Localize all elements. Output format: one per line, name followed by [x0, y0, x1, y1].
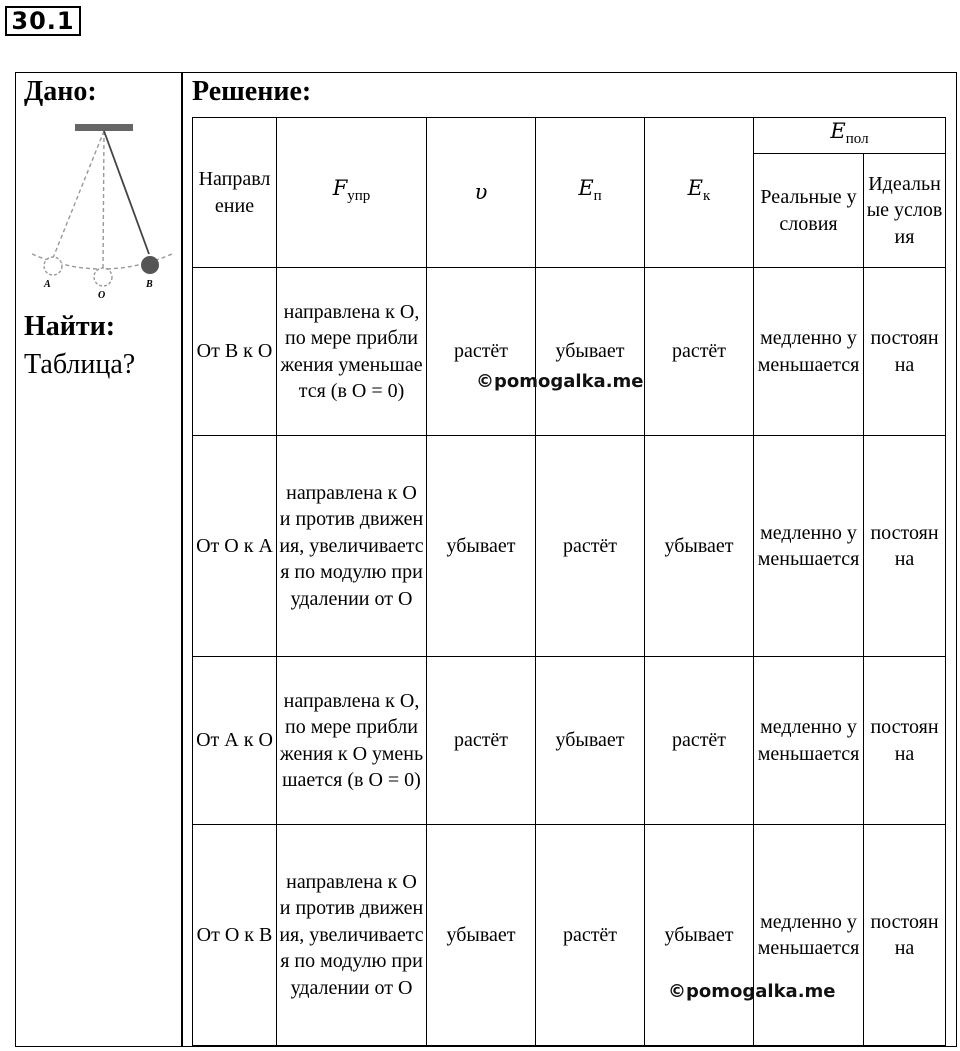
cell-velocity: убывает	[427, 436, 536, 657]
cell-real: медленно уменьшается	[754, 436, 864, 657]
cell-force: направлена к О, по мере приближения уменьшается (в О = 0)	[277, 268, 427, 436]
cell-real: медленно уменьшается	[754, 825, 864, 1046]
ball-position-b	[141, 256, 159, 274]
solution-table	[192, 117, 946, 1046]
cell-ideal: постоянна	[864, 268, 946, 436]
header-kinetic-energy: $E_к$	[645, 118, 754, 268]
table-header-row	[193, 118, 946, 154]
table-row	[193, 268, 946, 436]
cell-force: направлена к О и против движения, увеличивается по модулю при удалении от О	[277, 436, 427, 657]
ball-position-o	[94, 268, 112, 286]
cell-ideal: постоянна	[864, 825, 946, 1046]
header-real-conditions: Реальные условия	[754, 154, 864, 268]
problem-number: 30.1	[5, 6, 81, 36]
watermark: ©pomogalka.me	[476, 371, 644, 392]
string-center	[103, 131, 104, 269]
cell-real: медленно уменьшается	[754, 268, 864, 436]
point-label-a: A	[44, 279, 51, 290]
cell-potential: растёт	[536, 436, 645, 657]
cell-velocity: растёт	[427, 657, 536, 825]
cell-velocity: убывает	[427, 825, 536, 1046]
cell-direction: От О к В	[193, 825, 277, 1046]
point-label-o: O	[98, 290, 106, 301]
pendulum-figure	[22, 114, 177, 304]
table-row	[193, 436, 946, 657]
header-velocity: υ	[427, 118, 536, 268]
cell-force: направлена к О и против движения, увеличивается по модулю при удалении от О	[277, 825, 427, 1046]
cell-kinetic: убывает	[645, 825, 754, 1046]
string-left	[53, 131, 104, 258]
watermark: ©pomogalka.me	[668, 981, 836, 1002]
header-ideal-conditions: Идеальные условия	[864, 154, 946, 268]
string-right	[104, 131, 149, 254]
table-row	[193, 825, 946, 1046]
cell-direction: От О к А	[193, 436, 277, 657]
pendulum-support	[75, 124, 133, 131]
point-label-b: B	[146, 279, 153, 290]
header-potential-energy: $E_п$	[536, 118, 645, 268]
cell-kinetic: растёт	[645, 268, 754, 436]
cell-potential: растёт	[536, 825, 645, 1046]
cell-potential: убывает	[536, 657, 645, 825]
given-label: Дано:	[24, 76, 97, 107]
header-force: $F_{упр}$	[277, 118, 427, 268]
cell-velocity: растёт	[427, 268, 536, 436]
cell-force: направлена к О, по мере приближения к О уменьшается (в О = 0)	[277, 657, 427, 825]
cell-direction: От В к О	[193, 268, 277, 436]
find-label: Найти:	[24, 311, 116, 342]
table-row	[193, 657, 946, 825]
find-value: Таблица?	[24, 349, 136, 380]
cell-potential: убывает	[536, 268, 645, 436]
cell-ideal: постоянна	[864, 657, 946, 825]
cell-kinetic: растёт	[645, 657, 754, 825]
cell-direction: От А к О	[193, 657, 277, 825]
column-divider	[181, 72, 183, 1047]
solution-label: Решение:	[192, 76, 312, 107]
header-total-energy: $E_{пол}$	[754, 118, 946, 154]
header-direction: Направление	[193, 118, 277, 268]
cell-ideal: постоянна	[864, 436, 946, 657]
cell-real: медленно уменьшается	[754, 657, 864, 825]
ball-position-a	[44, 257, 62, 275]
cell-kinetic: убывает	[645, 436, 754, 657]
